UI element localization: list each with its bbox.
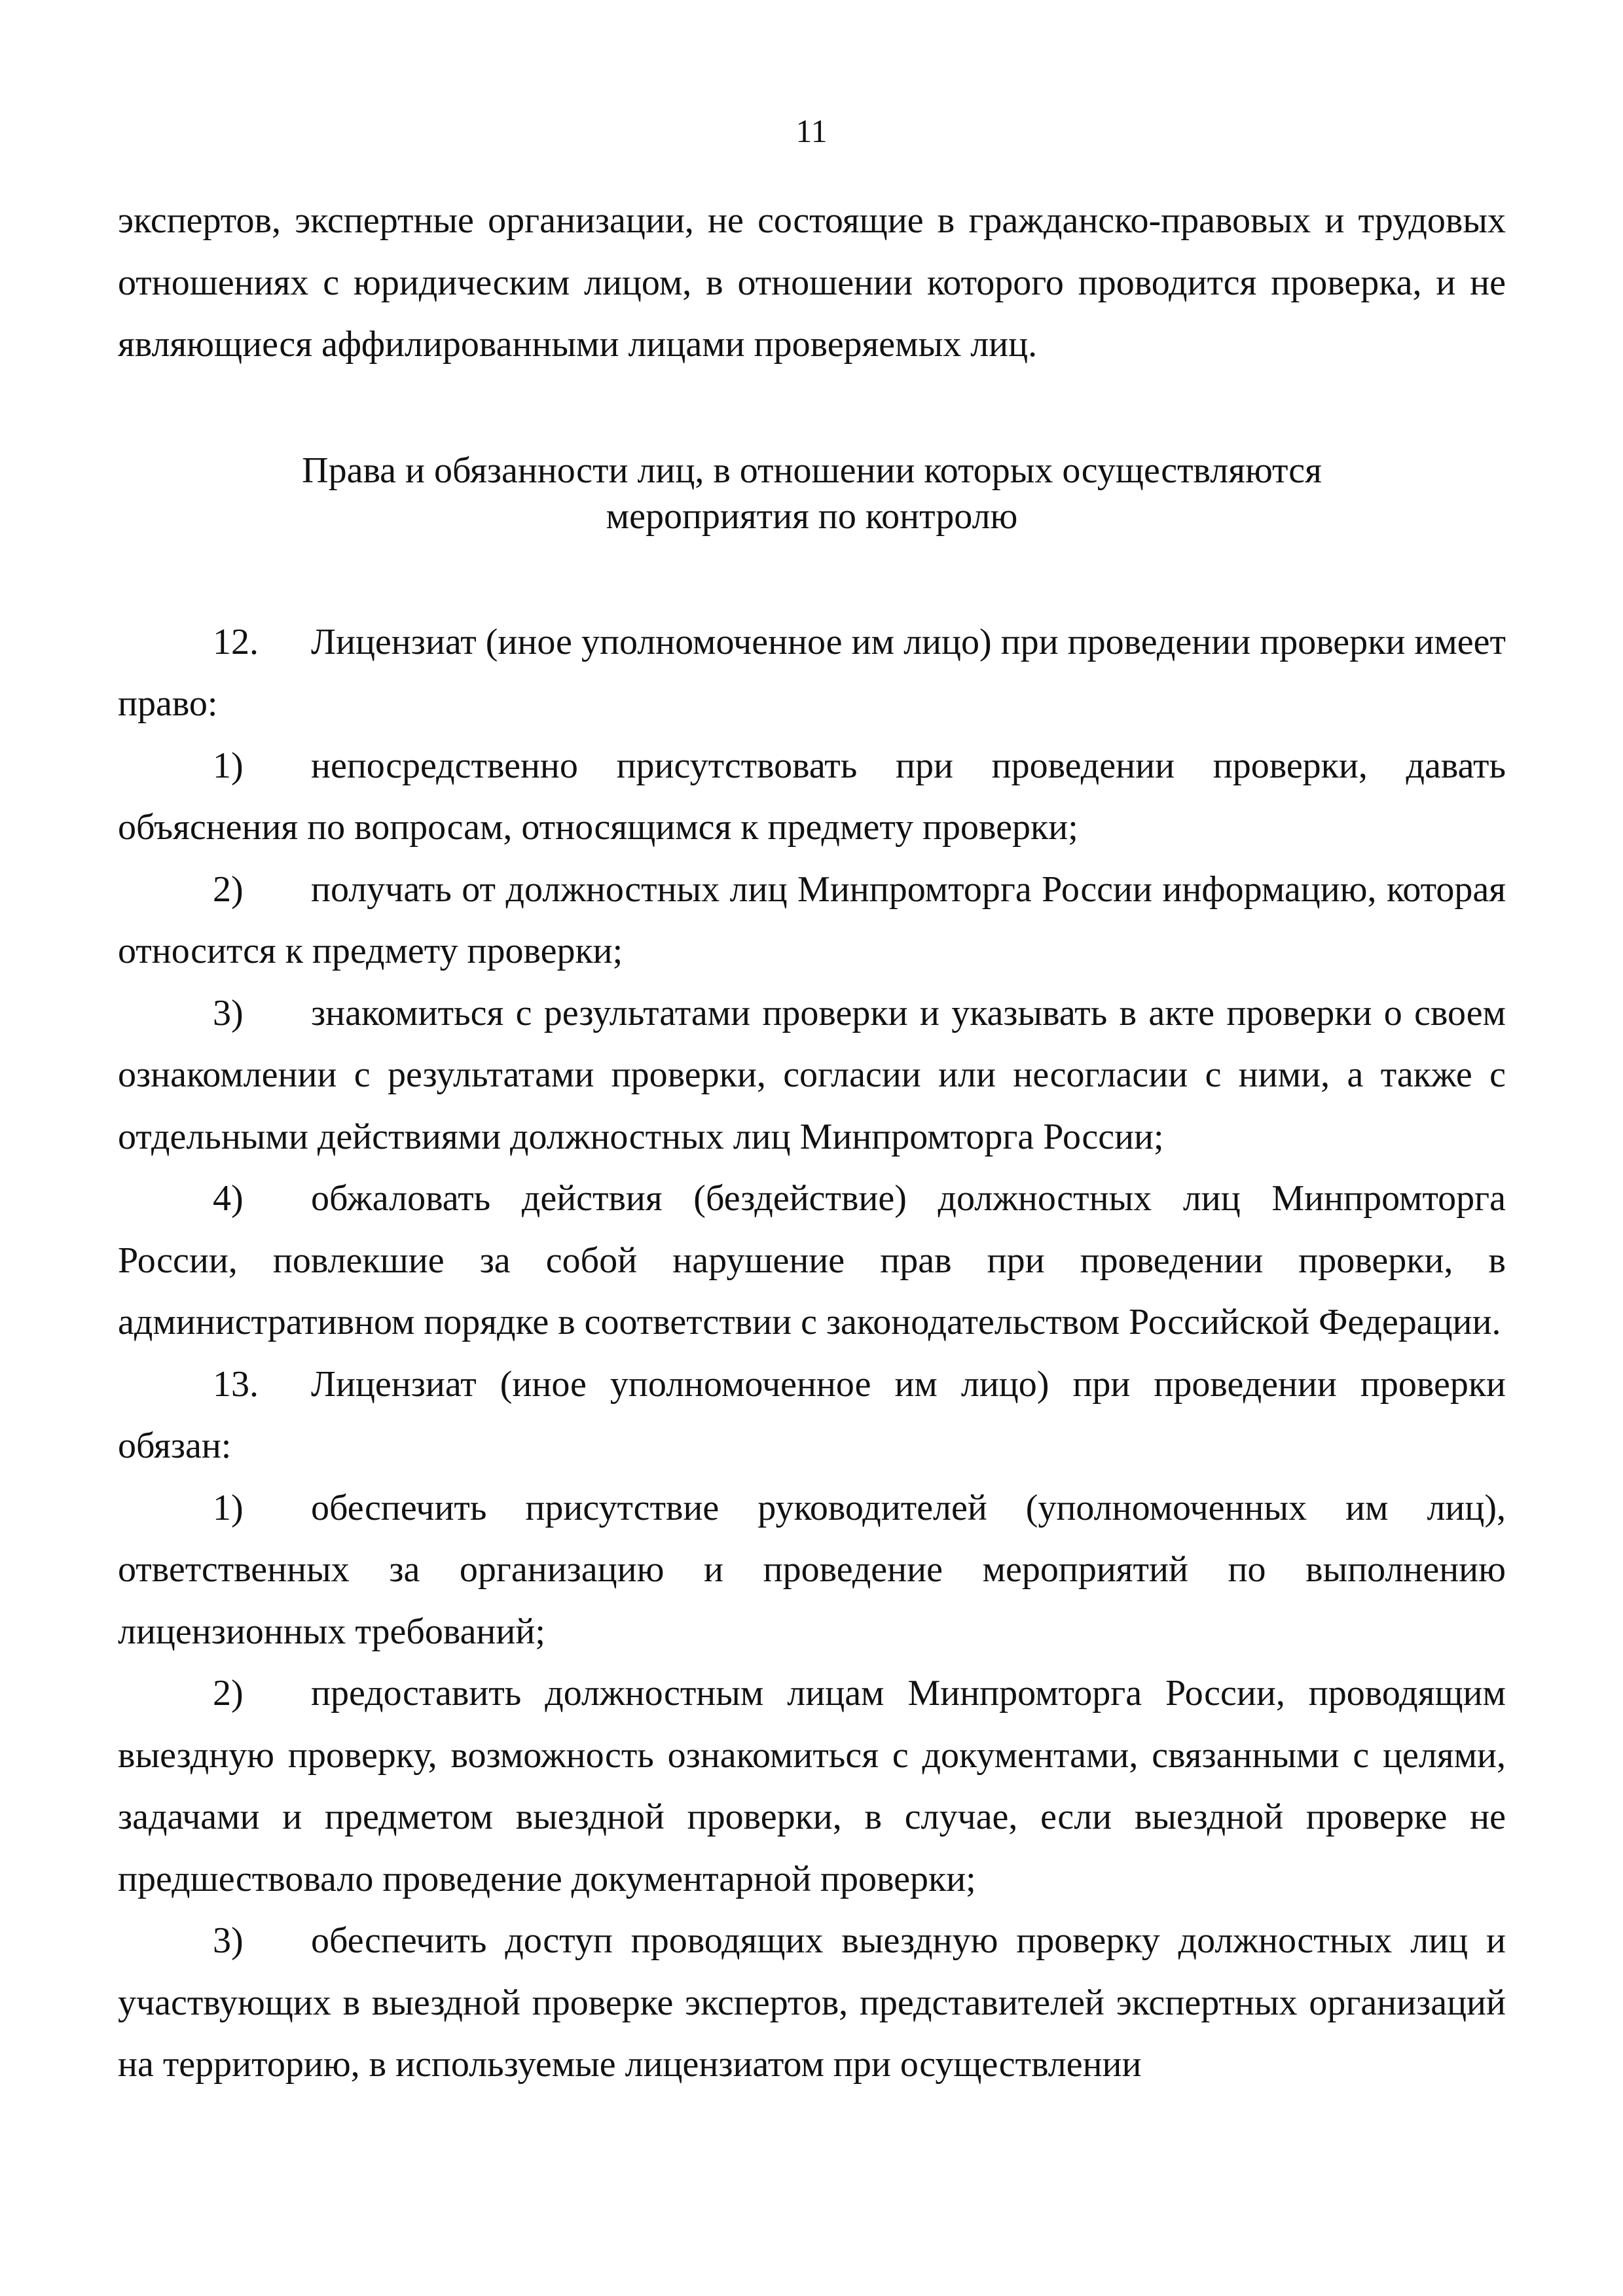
document-body — [118, 190, 1506, 2096]
section-heading-line-2: мероприятия по контролю — [606, 495, 1018, 537]
section-heading — [118, 448, 1506, 539]
clause-13-number: 13. — [213, 1363, 259, 1405]
clause-12-item-1 — [118, 735, 1506, 859]
clause-13-item-2 — [118, 1662, 1506, 1910]
clause-12-item-4 — [118, 1168, 1506, 1354]
clause-13 — [118, 1354, 1506, 1477]
clause-12-item-1-text: непосредственно присутствовать при проведении проверки, давать объяснения по вопросам, относящимся к предмету проверки; — [118, 745, 1506, 848]
clause-13-item-2-text: предоставить должностным лицам Минпромторга России, проводящим выездную проверку, возможность ознакомиться с документами, связанными с целями, задачами и предметом выездной проверки, в случае, если выездной проверке не предшествовало проведение документарной проверки; — [118, 1673, 1506, 1899]
clause-12-item-1-number: 1) — [213, 745, 244, 786]
page-number: 11 — [795, 113, 828, 149]
intro-paragraph: экспертов, экспертные организации, не состоящие в гражданско-правовых и трудовых отношениях с юридическим лицом, в отношении которого проводится проверка, и не являющиеся аффилированными лицами проверяемых лиц. — [118, 200, 1506, 365]
clause-12-item-4-text: обжаловать действия (бездействие) должностных лиц Минпромторга России, повлекшие за собой нарушение прав при проведении проверки, в административном порядке в соответствии с законодательством Российской Федерации. — [118, 1178, 1506, 1342]
clause-12-item-4-number: 4) — [213, 1178, 244, 1219]
clause-12-number: 12. — [213, 621, 259, 662]
clause-12-item-2-number: 2) — [213, 869, 244, 910]
clause-12-item-2-text: получать от должностных лиц Минпромторга России информацию, которая относится к предмету проверки; — [118, 869, 1506, 971]
clause-13-item-1 — [118, 1477, 1506, 1663]
clause-13-item-1-text: обеспечить присутствие руководителей (уполномоченных им лиц), ответственных за организацию и проведение мероприятий по выполнению лицензионных требований; — [118, 1487, 1506, 1652]
clause-12-item-3-text: знакомиться с результатами проверки и указывать в акте проверки о своем ознакомлении с результатами проверки, согласии или несогласии с ними, а также с отдельными действиями должностных лиц Минпромторга России; — [118, 992, 1506, 1157]
clause-12-item-3 — [118, 982, 1506, 1168]
clause-12-item-3-number: 3) — [213, 992, 244, 1033]
clause-12 — [118, 611, 1506, 735]
clause-13-item-3-text: обеспечить доступ проводящих выездную проверку должностных лиц и участвующих в выездной проверке экспертов, представителей экспертных организаций на территорию, в используемые лицензиатом при осуществлении — [118, 1920, 1506, 2085]
clause-13-text: Лицензиат (иное уполномоченное им лицо) при проведении проверки обязан: — [118, 1363, 1506, 1466]
clause-12-item-2 — [118, 859, 1506, 982]
clause-13-item-3-number: 3) — [213, 1920, 244, 1961]
section-heading-line-1: Права и обязанности лиц, в отношении которых осуществляются — [302, 450, 1322, 491]
clause-13-item-3 — [118, 1910, 1506, 2096]
clause-12-text: Лицензиат (иное уполномоченное им лицо) при проведении проверки имеет право: — [118, 621, 1506, 724]
clause-13-item-1-number: 1) — [213, 1487, 244, 1528]
clause-13-item-2-number: 2) — [213, 1673, 244, 1713]
